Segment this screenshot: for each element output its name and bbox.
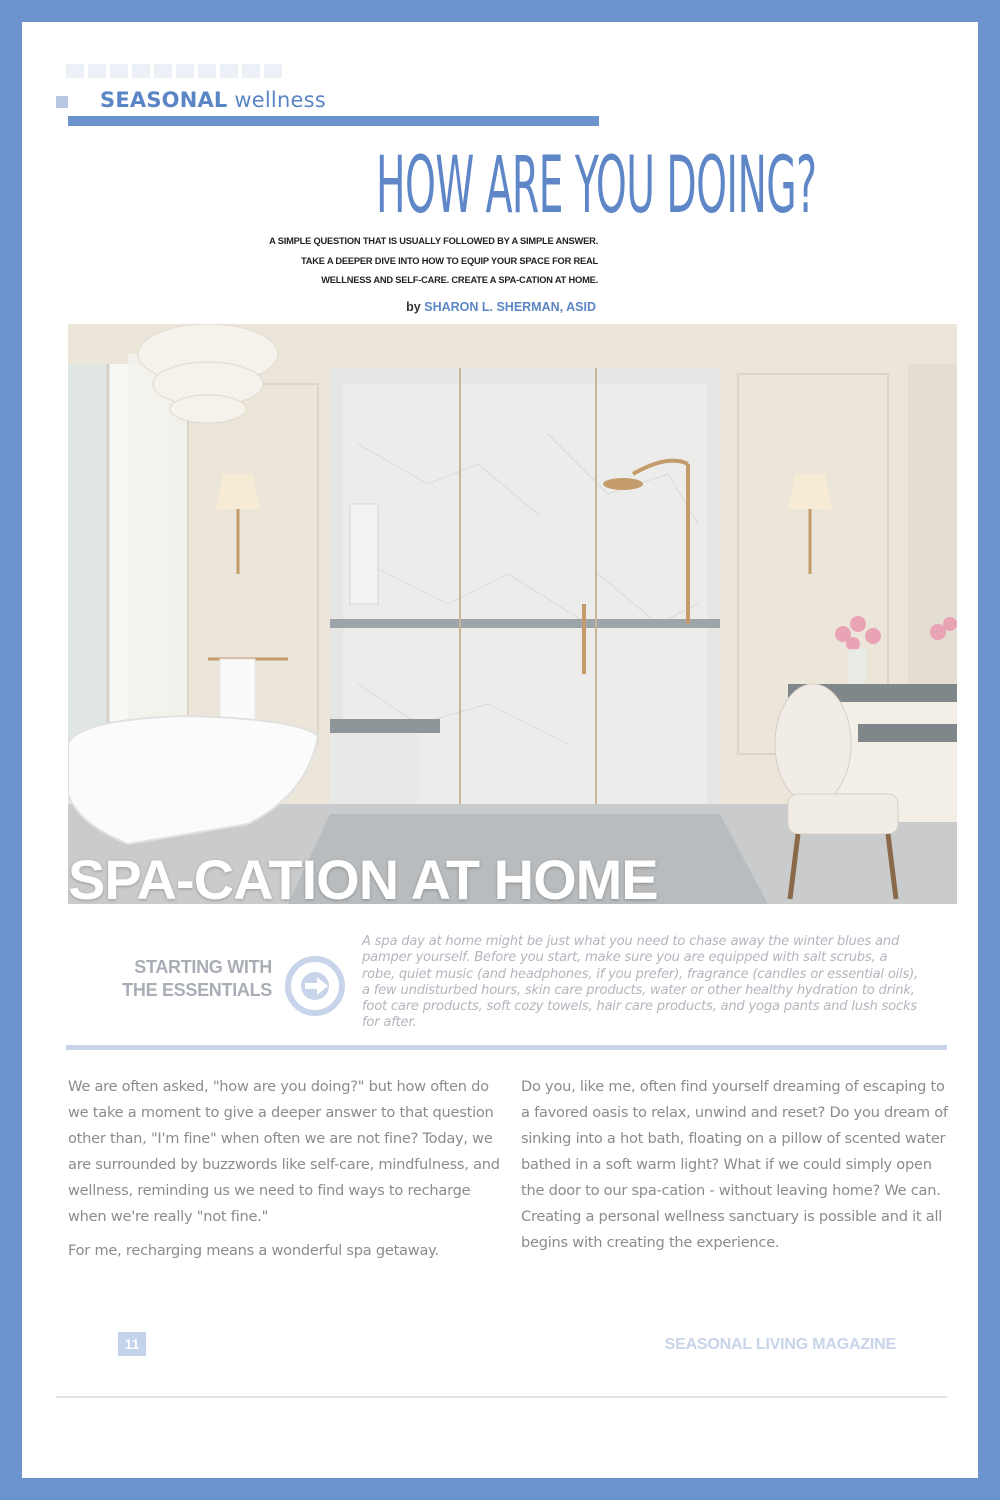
section-label bbox=[100, 88, 326, 112]
callout-label-line: STARTING WITH bbox=[134, 957, 272, 977]
byline bbox=[272, 300, 596, 314]
deck-line: TAKE A DEEPER DIVE INTO HOW TO EQUIP YOUR SPACE FOR REAL bbox=[300, 255, 598, 266]
callout-label bbox=[92, 956, 272, 1002]
section-label-light: wellness bbox=[234, 88, 326, 112]
footer-magazine-name: SEASONAL LIVING MAGAZINE bbox=[664, 1336, 896, 1353]
deck-line: WELLNESS AND SELF-CARE. CREATE A SPA-CATION AT HOME. bbox=[321, 275, 598, 285]
deck-line: A SIMPLE QUESTION THAT IS USUALLY FOLLOWED BY A SIMPLE ANSWER. bbox=[269, 236, 598, 246]
hero-image bbox=[68, 324, 957, 904]
callout-divider bbox=[66, 1045, 947, 1050]
body-column-right bbox=[521, 1074, 957, 1264]
bathroom-illustration bbox=[68, 324, 957, 904]
arrow-right-circle-icon bbox=[284, 955, 346, 1017]
body-paragraph: For me, recharging means a wonderful spa getaway. bbox=[68, 1242, 439, 1259]
section-marker bbox=[56, 96, 68, 108]
body-paragraph: We are often asked, "how are you doing?" but how often do we take a moment to give a deeper answer to that question other than, "I'm fine" when often we are not fine? Today, we are surrounded by buzzwords like self-care, mindfulness, and wellness, reminding us we need to find ways to recharge when we're really "not fine." bbox=[68, 1078, 500, 1225]
article-headline: HOW ARE YOU DOING? bbox=[376, 141, 817, 231]
byline-author: SHARON L. SHERMAN, ASID bbox=[424, 300, 596, 314]
callout-text: A spa day at home might be just what you need to chase away the winter blues and pamper yourself. Before you start, make sure you are equipped with salt scrubs, a robe, quiet music (and headphones, if you prefer), fragrance (candles or essential oils), a few undisturbed hours, skin care products, water or other healthy hydration to drink, foot care products, soft cozy towels, hair care products, and yoga pants and lush socks for after. bbox=[362, 934, 918, 1031]
section-rule bbox=[68, 116, 599, 126]
callout-label-line: THE ESSENTIALS bbox=[122, 980, 272, 1000]
byline-prefix: by bbox=[406, 300, 421, 314]
magazine-page bbox=[22, 22, 978, 1478]
body-column-left bbox=[68, 1074, 506, 1272]
hero-title: SPA-CATION AT HOME bbox=[68, 848, 658, 904]
footer-divider bbox=[56, 1396, 947, 1398]
article-deck bbox=[192, 232, 598, 291]
page-number: 11 bbox=[118, 1332, 146, 1356]
body-paragraph: Do you, like me, often find yourself dreaming of escaping to a favored oasis to relax, unwind and reset? Do you dream of sinking into a hot bath, floating on a pillow of scented water bathed in a soft warm light? What if we could simply open the door to our spa-cation - without leaving home? We can. Creating a personal wellness sanctuary is possible and it all begins with creating the experience. bbox=[521, 1078, 948, 1251]
section-label-bold: SEASONAL bbox=[100, 88, 228, 112]
faded-header-text bbox=[66, 64, 286, 78]
